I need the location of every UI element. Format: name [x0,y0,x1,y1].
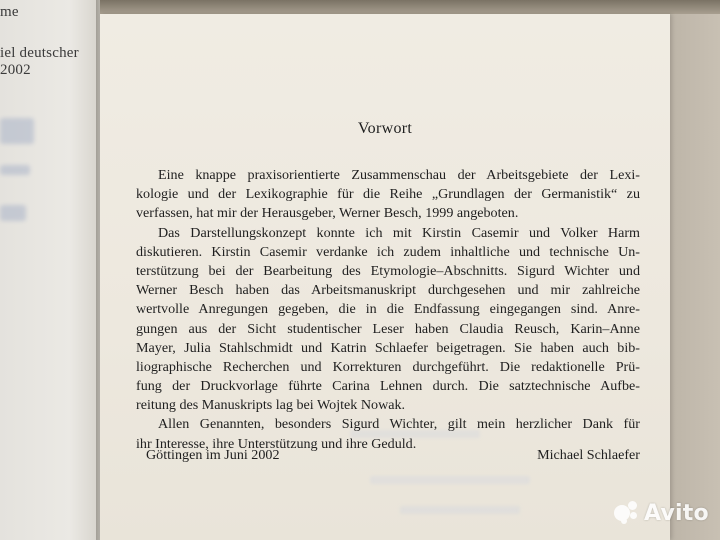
text-line: ihr Interesse, ihre Unterstützung und ihre Geduld. [136,435,417,452]
bleed-through-mark [370,476,530,484]
place-date: Göttingen im Juni 2002 [146,447,280,463]
bleed-through-mark [400,506,520,514]
text-line: diskutieren. Kirstin Casemir verdanke ich zudem inhaltliche und technische Un- [136,243,640,260]
logo-dot [630,512,637,519]
logo-dot [621,518,627,524]
preface-text [136,166,640,454]
text-line: wertvolle Anregungen gegeben, die in die Endfassung eingegangen sind. Anre- [136,301,640,318]
author-name: Michael Schlaefer [537,447,640,463]
left-page-fragment: iel deutscher [0,45,79,61]
text-line: Allen Genannten, besonders Sigurd Wichter, gilt mein herzlicher Dank für [158,416,640,433]
text-line: fung der Druckvorlage führte Carina Lehnen durch. Die satztechnische Aufbe- [136,378,640,395]
bleed-through-mark [0,118,34,144]
left-page-fragment: 2002 [0,62,31,78]
text-line: kologie und der Lexikographie für die Reihe „Grundlagen der Germanistik“ zu [136,186,640,203]
left-page-fragment: me [0,4,19,20]
bleed-through-mark [0,165,30,175]
text-line: reitung des Manuskripts lag bei Wojtek Nowak. [136,397,406,414]
text-line: verfassen, hat mir der Herausgeber, Werner Besch, 1999 angeboten. [136,205,519,222]
watermark-brand: Avito [644,500,709,526]
text-line: terstützung bei der Bearbeitung des Etymologie–Abschnitts. Sigurd Wichter und [136,262,640,279]
table-edge-right [670,14,720,540]
table-edge-top [100,0,720,14]
bleed-through-mark [0,205,26,221]
text-line: Das Darstellungskonzept konnte ich mit Kirstin Casemir und Volker Harm [158,224,640,241]
logo-dot [628,501,637,510]
text-line: Mayer, Julia Stahlschmidt und Katrin Schlaefer beigetragen. Sie haben auch bib- [136,339,640,356]
book-page [100,14,670,540]
page-title: Vorwort [357,120,413,137]
text-line: Werner Besch haben das Arbeitsmanuskript durchgesehen und mir zahlreiche [136,282,640,299]
text-line: Eine knappe praxisorientierte Zusammenschau der Arbeitsgebiete der Lexi- [158,167,640,183]
avito-watermark [612,496,712,530]
avito-logo-icon [612,499,640,527]
left-page [0,0,100,540]
text-line: liographische Recherchen und Korrekturen durchgeführt. Die redaktionelle Prü- [136,358,640,375]
text-line: gungen aus der Sicht studentischer Leser haben Claudia Reusch, Karin–Anne [136,320,640,337]
